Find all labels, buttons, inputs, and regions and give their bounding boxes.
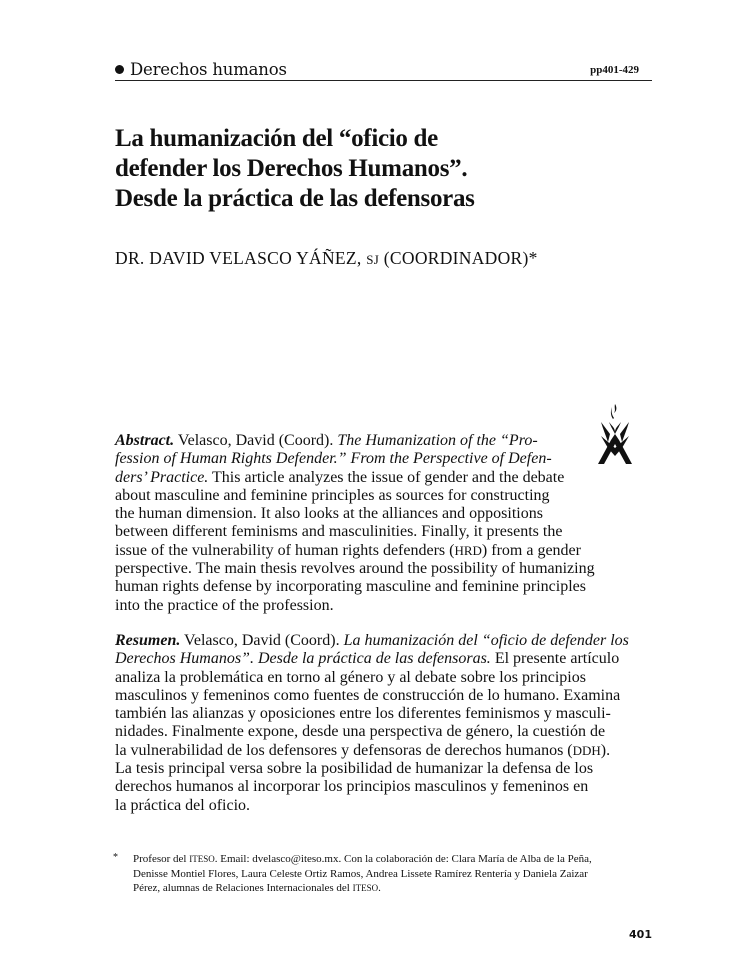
abstract-text: The Humanization of the “Pro- (337, 432, 538, 449)
footnote-text: Pérez, alumnas de Relaciones Internacionales del (133, 882, 353, 894)
author-line (115, 248, 538, 269)
section-label (115, 60, 287, 79)
resumen-text: Derechos Humanos”. Desde la práctica de las defensoras. (115, 650, 491, 668)
resumen-line (115, 632, 652, 650)
abstract-text: ders’ Practice. (115, 468, 209, 486)
page-number: 401 (629, 928, 652, 941)
resumen-line: masculinos y femeninos como fuentes de construcción de lo humano. Examina (115, 686, 621, 704)
title-line: defender los Derechos Humanos”. (115, 155, 468, 182)
resumen-text: ). (600, 741, 611, 759)
resumen-line: analiza la problemática en torno al género y al debate sobre los principios (115, 668, 586, 686)
abstract-text: HRD (454, 542, 482, 558)
abstract-line: perspective. The main thesis revolves around the possibility of humanizing (115, 560, 595, 578)
footnote-line (133, 881, 655, 896)
title-line: La humanización del “oficio de (115, 125, 438, 152)
abstract-paragraph (115, 432, 652, 615)
resumen-line (115, 742, 652, 760)
abstract-line: about masculine and feminine principles as sources for constructing (115, 486, 550, 504)
footnote-mark: * (113, 852, 118, 863)
author-name: DR. DAVID VELASCO YÁÑEZ, (115, 248, 367, 268)
resumen-line: La tesis principal versa sobre la posibilidad de humanizar la defensa de los (115, 760, 594, 778)
resumen-line: derechos humanos al incorporar los principios masculinos y femeninos en (115, 778, 589, 796)
resumen-line: la práctica del oficio. (115, 796, 251, 814)
footnote-text: . (378, 882, 381, 894)
footnote-line: Denisse Montiel Flores, Laura Celeste Ortiz Ramos, Andrea Lissete Ramírez Rentería y Daniela Zaizar (133, 867, 588, 880)
abstract-text: Velasco, David (Coord). (174, 432, 338, 449)
abstract-line: between different feminisms and masculinities. Finally, it presents the (115, 523, 563, 541)
footnote-text: Profesor del (133, 853, 190, 865)
author-order: SJ (366, 252, 380, 267)
resumen-text: la vulnerabilidad de los defensores y defensoras de derechos humanos ( (115, 741, 573, 759)
author-role: (COORDINADOR)* (379, 248, 538, 268)
abstract-line: fession of Human Rights Defender.” From the Perspective of Defen- (115, 450, 552, 468)
abstract-text: This article analyzes the issue of gender and the debate (208, 468, 565, 486)
resumen-text: La humanización del “oficio de defender los (343, 632, 629, 649)
resumen-line: también las alianzas y oposiciones entre los diferentes feminismos y masculi- (115, 705, 611, 723)
article-title (115, 124, 585, 214)
footnote-body (133, 852, 655, 896)
abstract-line (115, 542, 652, 560)
footnote-text: ITESO (189, 854, 215, 864)
abstract-line: human rights defense by incorporating masculine and feminine principles (115, 578, 586, 596)
resumen-label: Resumen. (115, 632, 181, 649)
abstract-line: the human dimension. It also looks at the alliances and oppositions (115, 505, 543, 523)
running-header (115, 58, 652, 81)
resumen-line: nidades. Finalmente expone, desde una perspectiva de género, la cuestión de (115, 723, 606, 741)
abstract-line (115, 469, 652, 487)
resumen-paragraph (115, 632, 652, 815)
section-name: Derechos humanos (130, 60, 287, 79)
footnote-text: . Email: dvelasco@iteso.mx. Con la colaboración de: Clara María de Alba de la Peña, (214, 853, 592, 865)
bullet-icon (115, 65, 124, 74)
resumen-line (115, 650, 652, 668)
resumen-text: El presente artículo (490, 650, 620, 668)
abstract-text: ) from a gender (481, 541, 581, 559)
abstract-text: issue of the vulnerability of human rights defenders ( (115, 541, 455, 559)
resumen-text: Velasco, David (Coord). (180, 632, 344, 649)
resumen-text: DDH (572, 742, 601, 758)
abstract-line: into the practice of the profession. (115, 596, 334, 614)
page-range: pp401-429 (590, 64, 639, 76)
title-line: Desde la práctica de las defensoras (115, 185, 475, 212)
abstract-label: Abstract. (115, 432, 175, 449)
footnote-line (133, 852, 655, 867)
abstract-line (115, 432, 652, 450)
footnote-text: ITESO (352, 883, 379, 893)
